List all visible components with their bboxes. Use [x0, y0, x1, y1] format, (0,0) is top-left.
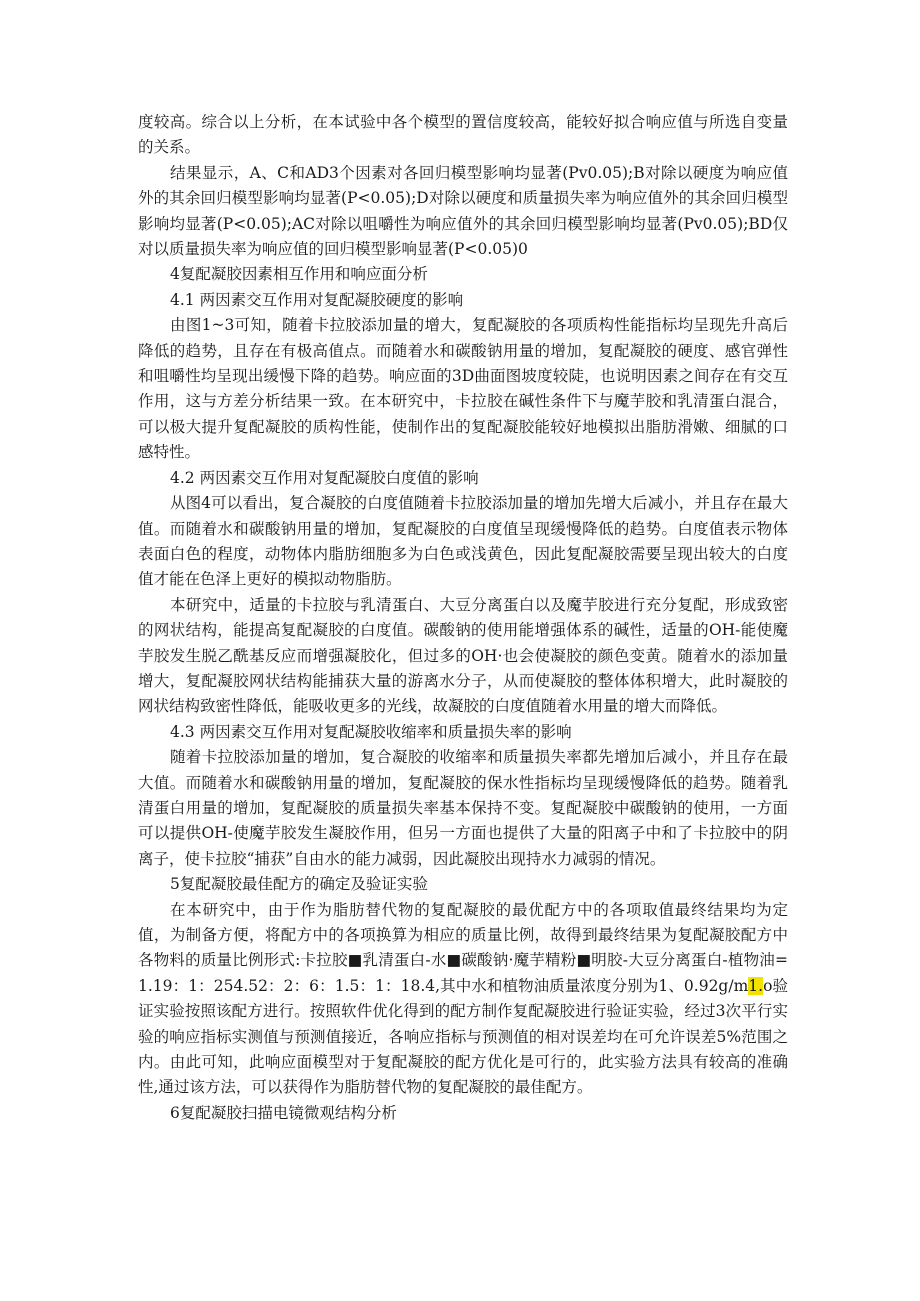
highlighted-text: 1.: [748, 976, 764, 995]
section-heading-4: 4复配凝胶因素相互作用和响应面分析: [170, 265, 428, 284]
paragraph-continuation: 度较高。综合以上分析，在本试验中各个模型的置信度较高，能较好拟合响应值与所选自变量的关系。: [138, 113, 788, 157]
subsection-heading-4-1: 4.1 两因素交互作用对复配凝胶硬度的影响: [170, 290, 464, 309]
subsection-heading-4-3: 4.3 两因素交互作用对复配凝胶收缩率和质量损失率的影响: [170, 722, 572, 741]
section-heading-5: 5复配凝胶最佳配方的确定及验证实验: [170, 875, 428, 894]
paragraph-whiteness-2: 本研究中，适量的卡拉胶与乳清蛋白、大豆分离蛋白以及魔芋胶进行充分复配，形成致密的网状结构，能提高复配凝胶的白度值。碳酸钠的使用能增强体系的碱性，适量的OH-能使魔芋胶发生脱乙酰基反应而增强凝胶化，但过多的OH·也会使凝胶的颜色变黄。随着水的添加量增大，复配凝胶网状结构能捕获大量的游离水分子，从而使凝胶的整体体积增大，此时凝胶的网状结构致密性降低，能吸收更多的光线，故凝胶的白度值随着水用量的增大而降低。: [138, 595, 788, 716]
subsection-heading-4-2: 4.2 两因素交互作用对复配凝胶白度值的影响: [170, 468, 479, 487]
formula-text-before: 在本研究中，由于作为脂肪替代物的复配凝胶的最优配方中的各项取值最终结果均为定值，为制备方便，将配方中的各项换算为相应的质量比例，故得到最终结果为复配凝胶配方中各物料的质量比例形式:卡拉胶■乳清蛋白-水■碳酸钠·魔芋精粉■明胶-大豆分离蛋白-植物油=1.19：1：254.52：2：6：1.5：1：18.4,其中水和植物油质量浓度分别为1、0.92g/m: [138, 900, 788, 995]
document-page: [138, 110, 788, 1126]
paragraph-shrinkage: 随着卡拉胶添加量的增加，复合凝胶的收缩率和质量损失率都先增加后减小，并且存在最大值。而随着水和碳酸钠用量的增加，复配凝胶的保水性指标均呈现缓慢降低的趋势。随着乳清蛋白用量的增加，复配凝胶的质量损失率基本保持不变。复配凝胶中碳酸钠的使用，一方面可以提供OH-使魔芋胶发生凝胶作用，但另一方面也提供了大量的阳离子中和了卡拉胶中的阴离子，使卡拉胶“捕获”自由水的能力减弱，因此凝胶出现持水力减弱的情况。: [138, 748, 788, 868]
formula-text-after: o验证实验按照该配方进行。按照软件优化得到的配方制作复配凝胶进行验证实验，经过3次平行实验的响应指标实测值与预测值接近，各响应指标与预测值的相对误差均在可允许误差5%范围之内。由此可知，此响应面模型对于复配凝胶的配方优化是可行的，此实验方法具有较高的准确性,通过该方法，可以获得作为脂肪替代物的复配凝胶的最佳配方。: [138, 976, 788, 1097]
section-heading-6: 6复配凝胶扫描电镜微观结构分析: [170, 1103, 397, 1122]
paragraph-results: 结果显示，A、C和AD3个因素对各回归模型影响均显著(Pv0.05);B对除以硬度为响应值外的其余回归模型影响均显著(P<0.05);D对除以硬度和质量损失率为响应值外的其余回归模型影响均显著(P<0.05);AC对除以咀嚼性为响应值外的其余回归模型影响均显著(Pv0.05);BD仅对以质量损失率为响应值的回归模型影响显著(P<0.05)0: [138, 163, 788, 259]
paragraph-whiteness-1: 从图4可以看出，复合凝胶的白度值随着卡拉胶添加量的增加先增大后减小，并且存在最大值。而随着水和碳酸钠用量的增加，复配凝胶的白度值呈现缓慢降低的趋势。白度值表示物体表面白色的程度，动物体内脂肪细胞多为白色或浅黄色，因此复配凝胶需要呈现出较大的白度值才能在色泽上更好的模拟动物脂肪。: [138, 494, 788, 589]
paragraph-formula: [138, 898, 788, 1101]
paragraph-hardness: 由图1~3可知，随着卡拉胶添加量的增大，复配凝胶的各项质构性能指标均呈现先升高后降低的趋势，且存在有极高值点。而随着水和碳酸钠用量的增加，复配凝胶的硬度、感官弹性和咀嚼性均呈现出缓慢下降的趋势。响应面的3D曲面图坡度较陡，也说明因素之间存在有交互作用，这与方差分析结果一致。在本研究中，卡拉胶在碱性条件下与魔芋胶和乳清蛋白混合，可以极大提升复配凝胶的质构性能，使制作出的复配凝胶能较好地模拟出脂肪滑嫩、细腻的口感特性。: [138, 316, 788, 462]
